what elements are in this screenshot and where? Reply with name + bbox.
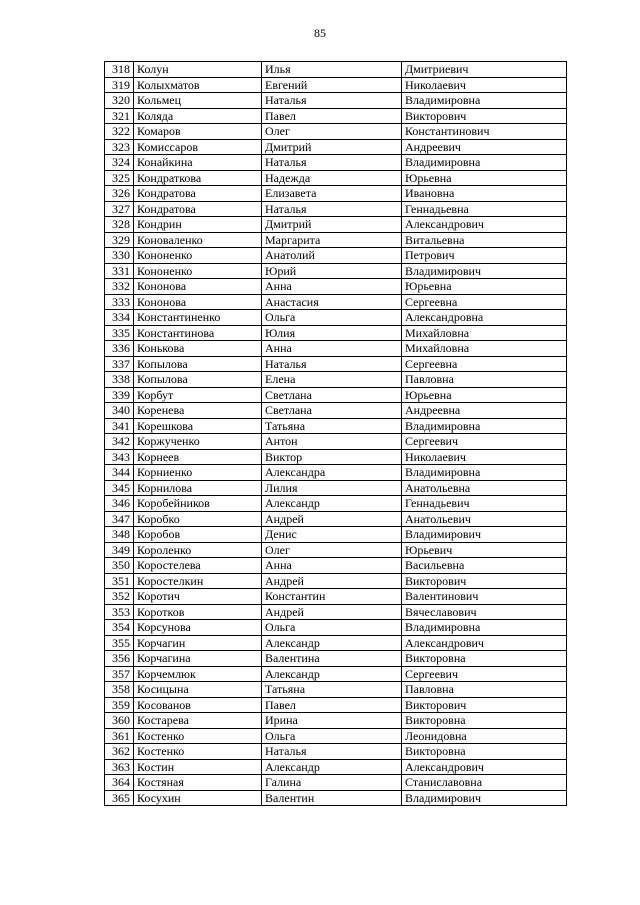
row-number: 331 xyxy=(105,263,134,279)
patronymic-cell: Владимирович xyxy=(402,263,567,279)
last-name-cell: Коляда xyxy=(134,108,262,124)
table-row xyxy=(105,248,567,264)
table-row xyxy=(105,217,567,233)
table-row xyxy=(105,728,567,744)
first-name-cell: Антон xyxy=(262,434,402,450)
patronymic-cell: Владимировна xyxy=(402,620,567,636)
row-number: 358 xyxy=(105,682,134,698)
row-number: 363 xyxy=(105,759,134,775)
table-row xyxy=(105,279,567,295)
table-row xyxy=(105,744,567,760)
last-name-cell: Коржученко xyxy=(134,434,262,450)
last-name-cell: Коростелкин xyxy=(134,573,262,589)
last-name-cell: Корчемлюк xyxy=(134,666,262,682)
first-name-cell: Илья xyxy=(262,62,402,78)
first-name-cell: Дмитрий xyxy=(262,139,402,155)
last-name-cell: Конькова xyxy=(134,341,262,357)
last-name-cell: Копылова xyxy=(134,356,262,372)
table-row xyxy=(105,139,567,155)
table-row xyxy=(105,465,567,481)
last-name-cell: Костенко xyxy=(134,744,262,760)
row-number: 357 xyxy=(105,666,134,682)
last-name-cell: Кондрин xyxy=(134,217,262,233)
row-number: 355 xyxy=(105,635,134,651)
patronymic-cell: Ивановна xyxy=(402,186,567,202)
last-name-cell: Корчагина xyxy=(134,651,262,667)
first-name-cell: Павел xyxy=(262,108,402,124)
first-name-cell: Галина xyxy=(262,775,402,791)
first-name-cell: Евгений xyxy=(262,77,402,93)
table-row xyxy=(105,682,567,698)
last-name-cell: Кононенко xyxy=(134,263,262,279)
last-name-cell: Копылова xyxy=(134,372,262,388)
patronymic-cell: Анатольевич xyxy=(402,511,567,527)
patronymic-cell: Геннадьевич xyxy=(402,496,567,512)
table-row xyxy=(105,77,567,93)
first-name-cell: Юрий xyxy=(262,263,402,279)
table-row xyxy=(105,356,567,372)
row-number: 352 xyxy=(105,589,134,605)
patronymic-cell: Владимировна xyxy=(402,465,567,481)
row-number: 333 xyxy=(105,294,134,310)
last-name-cell: Косухин xyxy=(134,790,262,806)
patronymic-cell: Вячеславович xyxy=(402,604,567,620)
patronymic-cell: Петрович xyxy=(402,248,567,264)
patronymic-cell: Александрович xyxy=(402,759,567,775)
first-name-cell: Наталья xyxy=(262,93,402,109)
first-name-cell: Елизавета xyxy=(262,186,402,202)
row-number: 346 xyxy=(105,496,134,512)
first-name-cell: Ольга xyxy=(262,728,402,744)
last-name-cell: Комаров xyxy=(134,124,262,140)
table-row xyxy=(105,201,567,217)
row-number: 341 xyxy=(105,418,134,434)
first-name-cell: Олег xyxy=(262,124,402,140)
table-row xyxy=(105,775,567,791)
table-row xyxy=(105,232,567,248)
first-name-cell: Андрей xyxy=(262,511,402,527)
first-name-cell: Елена xyxy=(262,372,402,388)
row-number: 342 xyxy=(105,434,134,450)
row-number: 337 xyxy=(105,356,134,372)
first-name-cell: Анна xyxy=(262,341,402,357)
table-row xyxy=(105,480,567,496)
table-row xyxy=(105,434,567,450)
patronymic-cell: Викторовна xyxy=(402,744,567,760)
row-number: 329 xyxy=(105,232,134,248)
table-row xyxy=(105,263,567,279)
page-number: 85 xyxy=(314,26,326,40)
last-name-cell: Костенко xyxy=(134,728,262,744)
row-number: 322 xyxy=(105,124,134,140)
last-name-cell: Костин xyxy=(134,759,262,775)
row-number: 347 xyxy=(105,511,134,527)
patronymic-cell: Павловна xyxy=(402,372,567,388)
row-number: 321 xyxy=(105,108,134,124)
patronymic-cell: Владимирович xyxy=(402,790,567,806)
row-number: 327 xyxy=(105,201,134,217)
table-row xyxy=(105,697,567,713)
table-row xyxy=(105,759,567,775)
row-number: 336 xyxy=(105,341,134,357)
first-name-cell: Анатолий xyxy=(262,248,402,264)
table-row xyxy=(105,589,567,605)
patronymic-cell: Геннадьевна xyxy=(402,201,567,217)
first-name-cell: Светлана xyxy=(262,387,402,403)
patronymic-cell: Викторович xyxy=(402,573,567,589)
row-number: 328 xyxy=(105,217,134,233)
last-name-cell: Кольмец xyxy=(134,93,262,109)
row-number: 350 xyxy=(105,558,134,574)
first-name-cell: Дмитрий xyxy=(262,217,402,233)
patronymic-cell: Юрьевна xyxy=(402,170,567,186)
patronymic-cell: Александровна xyxy=(402,310,567,326)
table-row xyxy=(105,170,567,186)
patronymic-cell: Викторовна xyxy=(402,713,567,729)
last-name-cell: Колыхматов xyxy=(134,77,262,93)
last-name-cell: Кондратова xyxy=(134,201,262,217)
first-name-cell: Денис xyxy=(262,527,402,543)
row-number: 335 xyxy=(105,325,134,341)
row-number: 351 xyxy=(105,573,134,589)
table-row xyxy=(105,93,567,109)
row-number: 348 xyxy=(105,527,134,543)
last-name-cell: Константиненко xyxy=(134,310,262,326)
patronymic-cell: Владимирович xyxy=(402,527,567,543)
first-name-cell: Анастасия xyxy=(262,294,402,310)
first-name-cell: Александра xyxy=(262,465,402,481)
patronymic-cell: Дмитриевич xyxy=(402,62,567,78)
row-number: 323 xyxy=(105,139,134,155)
patronymic-cell: Андреевич xyxy=(402,139,567,155)
row-number: 319 xyxy=(105,77,134,93)
last-name-cell: Константинова xyxy=(134,325,262,341)
first-name-cell: Александр xyxy=(262,635,402,651)
first-name-cell: Андрей xyxy=(262,573,402,589)
row-number: 343 xyxy=(105,449,134,465)
table-row xyxy=(105,527,567,543)
table-row xyxy=(105,496,567,512)
row-number: 332 xyxy=(105,279,134,295)
row-number: 340 xyxy=(105,403,134,419)
patronymic-cell: Витальевна xyxy=(402,232,567,248)
patronymic-cell: Михайловна xyxy=(402,341,567,357)
row-number: 320 xyxy=(105,93,134,109)
table-row xyxy=(105,124,567,140)
first-name-cell: Андрей xyxy=(262,604,402,620)
table-row xyxy=(105,573,567,589)
table-row xyxy=(105,341,567,357)
last-name-cell: Конайкина xyxy=(134,155,262,171)
patronymic-cell: Александрович xyxy=(402,217,567,233)
patronymic-cell: Сергеевич xyxy=(402,666,567,682)
patronymic-cell: Александрович xyxy=(402,635,567,651)
first-name-cell: Татьяна xyxy=(262,682,402,698)
last-name-cell: Коростелева xyxy=(134,558,262,574)
row-number: 362 xyxy=(105,744,134,760)
last-name-cell: Косицына xyxy=(134,682,262,698)
table-row xyxy=(105,666,567,682)
row-number: 345 xyxy=(105,480,134,496)
patronymic-cell: Викторович xyxy=(402,108,567,124)
row-number: 354 xyxy=(105,620,134,636)
first-name-cell: Александр xyxy=(262,666,402,682)
table-row xyxy=(105,310,567,326)
last-name-cell: Коротич xyxy=(134,589,262,605)
first-name-cell: Наталья xyxy=(262,201,402,217)
name-list-table xyxy=(104,61,567,806)
patronymic-cell: Викторович xyxy=(402,697,567,713)
first-name-cell: Наталья xyxy=(262,155,402,171)
patronymic-cell: Станиславовна xyxy=(402,775,567,791)
last-name-cell: Корнилова xyxy=(134,480,262,496)
first-name-cell: Александр xyxy=(262,759,402,775)
row-number: 365 xyxy=(105,790,134,806)
table-row xyxy=(105,542,567,558)
last-name-cell: Косованов xyxy=(134,697,262,713)
last-name-cell: Колун xyxy=(134,62,262,78)
last-name-cell: Коробов xyxy=(134,527,262,543)
last-name-cell: Кондраткова xyxy=(134,170,262,186)
table-row xyxy=(105,635,567,651)
patronymic-cell: Константинович xyxy=(402,124,567,140)
last-name-cell: Костарева xyxy=(134,713,262,729)
first-name-cell: Лилия xyxy=(262,480,402,496)
first-name-cell: Олег xyxy=(262,542,402,558)
table-row xyxy=(105,372,567,388)
table-row xyxy=(105,294,567,310)
last-name-cell: Кононова xyxy=(134,279,262,295)
first-name-cell: Маргарита xyxy=(262,232,402,248)
row-number: 344 xyxy=(105,465,134,481)
table-row xyxy=(105,651,567,667)
patronymic-cell: Владимировна xyxy=(402,93,567,109)
row-number: 326 xyxy=(105,186,134,202)
last-name-cell: Короленко xyxy=(134,542,262,558)
row-number: 360 xyxy=(105,713,134,729)
first-name-cell: Ольга xyxy=(262,620,402,636)
patronymic-cell: Юрьевич xyxy=(402,542,567,558)
first-name-cell: Анна xyxy=(262,279,402,295)
last-name-cell: Кононенко xyxy=(134,248,262,264)
first-name-cell: Наталья xyxy=(262,744,402,760)
patronymic-cell: Сергеевич xyxy=(402,434,567,450)
first-name-cell: Виктор xyxy=(262,449,402,465)
first-name-cell: Надежда xyxy=(262,170,402,186)
row-number: 353 xyxy=(105,604,134,620)
table-row xyxy=(105,511,567,527)
patronymic-cell: Леонидовна xyxy=(402,728,567,744)
first-name-cell: Валентин xyxy=(262,790,402,806)
patronymic-cell: Владимировна xyxy=(402,155,567,171)
table-row xyxy=(105,604,567,620)
row-number: 324 xyxy=(105,155,134,171)
patronymic-cell: Юрьевна xyxy=(402,387,567,403)
row-number: 349 xyxy=(105,542,134,558)
row-number: 361 xyxy=(105,728,134,744)
table-row xyxy=(105,186,567,202)
first-name-cell: Анна xyxy=(262,558,402,574)
row-number: 338 xyxy=(105,372,134,388)
last-name-cell: Коробейников xyxy=(134,496,262,512)
last-name-cell: Кононова xyxy=(134,294,262,310)
last-name-cell: Коробко xyxy=(134,511,262,527)
table-row xyxy=(105,62,567,78)
table-row xyxy=(105,790,567,806)
patronymic-cell: Андреевна xyxy=(402,403,567,419)
patronymic-cell: Николаевич xyxy=(402,449,567,465)
table-row xyxy=(105,108,567,124)
last-name-cell: Комиссаров xyxy=(134,139,262,155)
row-number: 339 xyxy=(105,387,134,403)
table-row xyxy=(105,155,567,171)
table-row xyxy=(105,403,567,419)
patronymic-cell: Николаевич xyxy=(402,77,567,93)
patronymic-cell: Владимировна xyxy=(402,418,567,434)
patronymic-cell: Сергеевна xyxy=(402,294,567,310)
table-row xyxy=(105,418,567,434)
first-name-cell: Татьяна xyxy=(262,418,402,434)
row-number: 330 xyxy=(105,248,134,264)
table-row xyxy=(105,620,567,636)
first-name-cell: Валентина xyxy=(262,651,402,667)
last-name-cell: Коренева xyxy=(134,403,262,419)
patronymic-cell: Сергеевна xyxy=(402,356,567,372)
patronymic-cell: Юрьевна xyxy=(402,279,567,295)
last-name-cell: Корчагин xyxy=(134,635,262,651)
first-name-cell: Константин xyxy=(262,589,402,605)
row-number: 359 xyxy=(105,697,134,713)
first-name-cell: Павел xyxy=(262,697,402,713)
first-name-cell: Юлия xyxy=(262,325,402,341)
last-name-cell: Корсунова xyxy=(134,620,262,636)
patronymic-cell: Анатольевна xyxy=(402,480,567,496)
first-name-cell: Александр xyxy=(262,496,402,512)
table-row xyxy=(105,325,567,341)
row-number: 356 xyxy=(105,651,134,667)
patronymic-cell: Викторовна xyxy=(402,651,567,667)
last-name-cell: Корешкова xyxy=(134,418,262,434)
patronymic-cell: Павловна xyxy=(402,682,567,698)
row-number: 334 xyxy=(105,310,134,326)
row-number: 325 xyxy=(105,170,134,186)
table-row xyxy=(105,713,567,729)
table-body xyxy=(105,62,567,806)
last-name-cell: Корниенко xyxy=(134,465,262,481)
last-name-cell: Кондратова xyxy=(134,186,262,202)
first-name-cell: Ирина xyxy=(262,713,402,729)
patronymic-cell: Михайловна xyxy=(402,325,567,341)
first-name-cell: Наталья xyxy=(262,356,402,372)
last-name-cell: Корбут xyxy=(134,387,262,403)
patronymic-cell: Васильевна xyxy=(402,558,567,574)
last-name-cell: Коротков xyxy=(134,604,262,620)
row-number: 318 xyxy=(105,62,134,78)
row-number: 364 xyxy=(105,775,134,791)
table-row xyxy=(105,387,567,403)
last-name-cell: Корнеев xyxy=(134,449,262,465)
last-name-cell: Костяная xyxy=(134,775,262,791)
first-name-cell: Ольга xyxy=(262,310,402,326)
table-row xyxy=(105,558,567,574)
table-row xyxy=(105,449,567,465)
last-name-cell: Коноваленко xyxy=(134,232,262,248)
first-name-cell: Светлана xyxy=(262,403,402,419)
patronymic-cell: Валентинович xyxy=(402,589,567,605)
